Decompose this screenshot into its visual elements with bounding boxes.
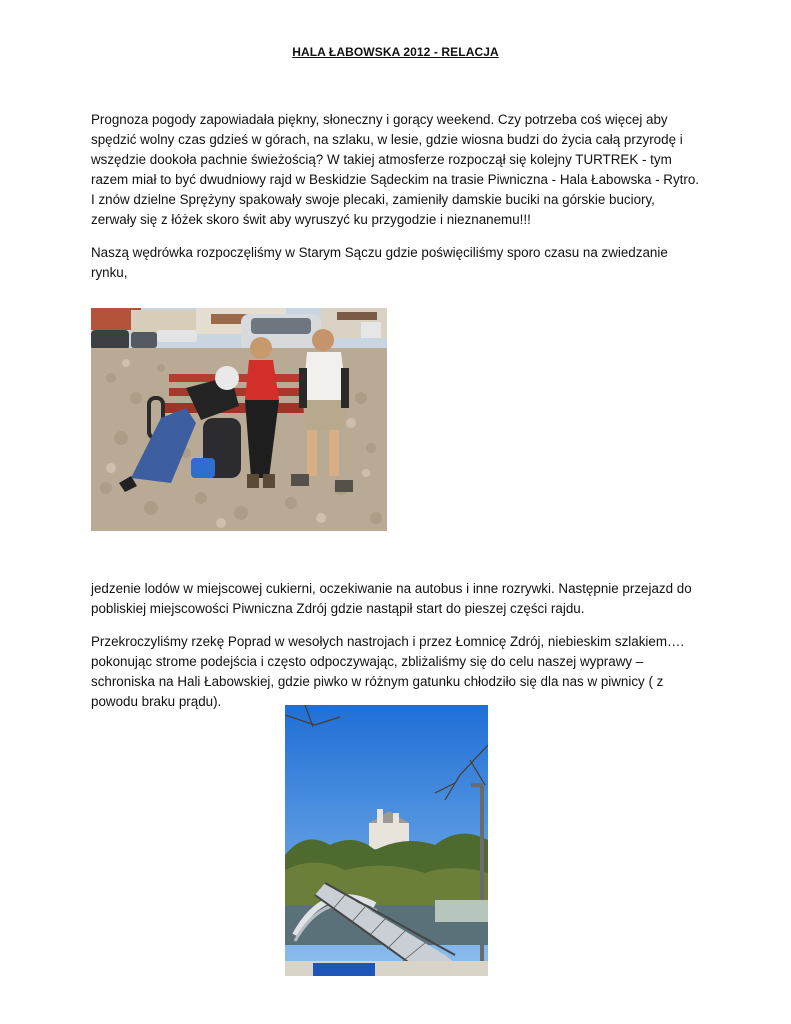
photo-bridge-over-poprad [285,705,488,976]
paragraph-stary-sacz: Naszą wędrówka rozpoczęliśmy w Starym Sączu gdzie poświęciliśmy sporo czasu na zwiedzanie rynku, [91,245,668,280]
paragraph-journey: jedzenie lodów w miejscowej cukierni, oczekiwanie na autobus i inne rozrywki. Następnie przejazd do pobliskiej miejscowości Piwniczna Zdrój gdzie nastąpił start do pieszej części rajdu. [91,581,692,616]
paragraph-intro: Prognoza pogody zapowiadała piękny, słoneczny i gorący weekend. Czy potrzeba coś więcej aby spędzić wolny czas gdzieś w górach, na szlaku, w lesie, gdzie wiosna budzi do życia całą przyrodę i wszędzie dookoła pachnie świeżością? W takiej atmosferze rozpoczął się kolejny TURTREK - tym razem miał to być dwudniowy rajd w Beskidzie Sądeckim na trasie Piwniczna - Hala Łabowska - Rytro. I znów dzielne Sprężyny spakowały swoje plecaki, zamieniły damskie buciki na górskie buciory, zerwały się z łóżek skoro świt aby wyruszyć ku przygodzie i nieznanemu!!! [91,112,700,227]
paragraph-poprad: Przekroczyliśmy rzekę Poprad w wesołych nastrojach i przez Łomnicę Zdrój, niebieskim szlakiem…. pokonując strome podejścia i często odpoczywając, zbliżaliśmy się do celu naszej wyprawy – schroniska na Hali Łabowskiej, gdzie piwko w różnym gatunku chłodziło się dla nas w piwnicy ( z powodu braku prądu). [91,634,685,709]
document-title: HALA ŁABOWSKA 2012 - RELACJA [292,45,499,59]
photo-group-on-bench [91,308,387,531]
